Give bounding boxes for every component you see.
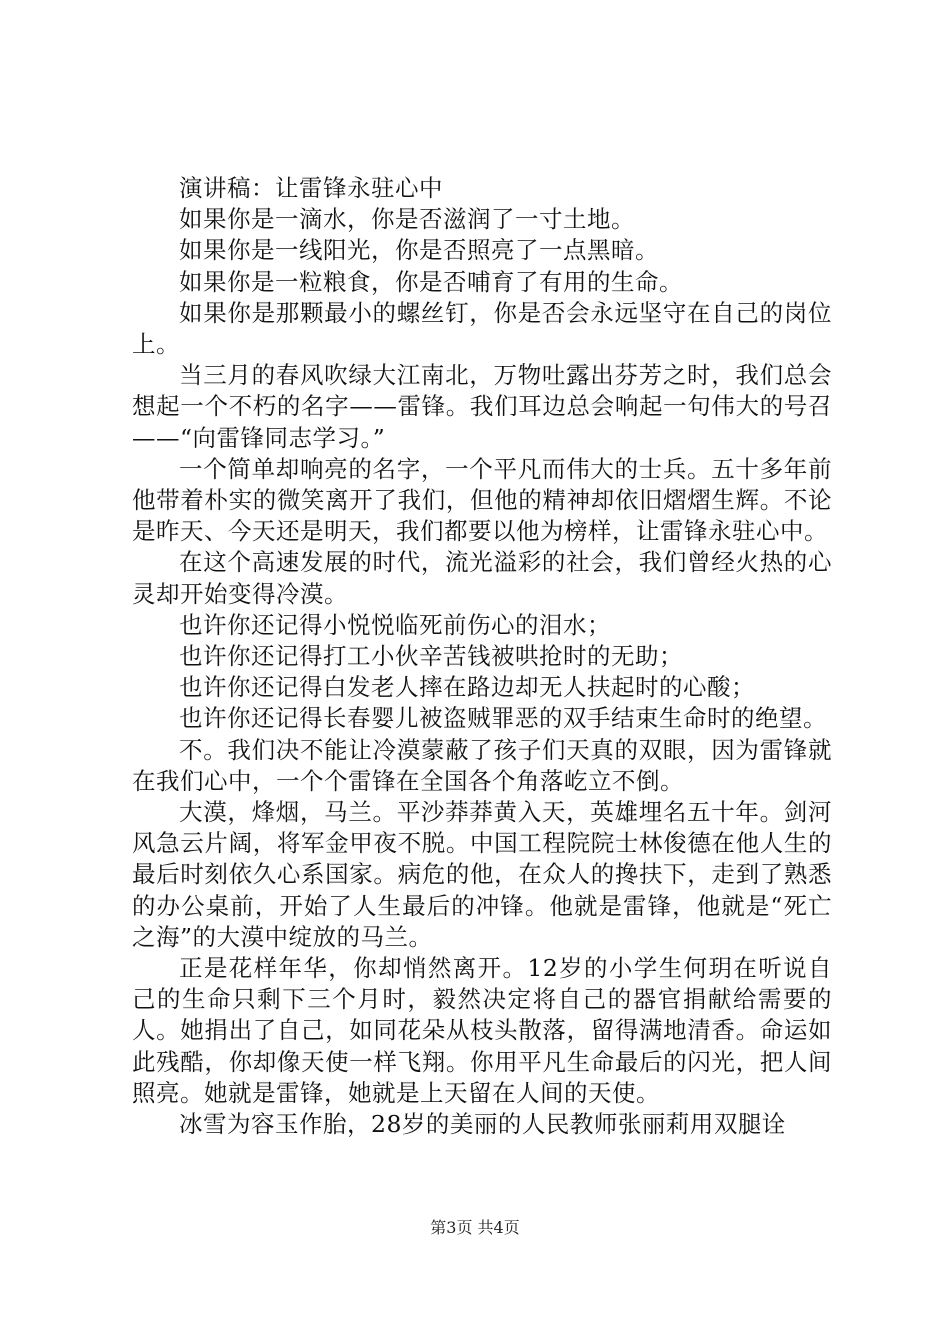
paragraph: 一个简单却响亮的名字，一个平凡而伟大的士兵。五十多年前他带着朴实的微笑离开了我们，但他的精神却依旧熠熠生辉。不论是昨天、今天还是明天，我们都要以他为榜样，让雷锋永驻心中。 <box>132 454 832 546</box>
paragraph: 如果你是一粒粮食，你是否哺育了有用的生命。 <box>179 267 683 296</box>
paragraph: 也许你还记得白发老人摔在路边却无人扶起时的心酸； <box>179 673 755 702</box>
page-number-footer: 第3页 共4页 <box>430 1218 520 1237</box>
speech-body <box>132 173 832 1140</box>
paragraph: 也许你还记得打工小伙辛苦钱被哄抢时的无助； <box>179 642 683 671</box>
paragraph: 在这个高速发展的时代，流光溢彩的社会，我们曾经火热的心灵却开始变得冷漠。 <box>132 548 832 608</box>
paragraph: 大漠，烽烟，马兰。平沙莽莽黄入天，英雄埋名五十年。剑河风急云片阔，将军金甲夜不脱。中国工程院院士林俊德在他人生的最后时刻依久心系国家。病危的他，在众人的搀扶下，走到了熟悉的办公桌前，开始了人生最后的冲锋。他就是雷锋，他就是“死亡之海”的大漠中绽放的马兰。 <box>132 798 832 951</box>
paragraph: 如果你是一滴水，你是否滋润了一寸土地。 <box>179 205 635 234</box>
paragraph: 正是花样年华，你却悄然离开。12岁的小学生何玥在听说自己的生命只剩下三个月时，毅然决定将自己的器官捐献给需要的人。她捐出了自己，如同花朵从枝头散落，留得满地清香。命运如此残酷，你却像天使一样飞翔。你用平凡生命最后的闪光，把人间照亮。她就是雷锋，她就是上天留在人间的天使。 <box>132 954 832 1107</box>
paragraph: 当三月的春风吹绿大江南北，万物吐露出芬芳之时，我们总会想起一个不朽的名字——雷锋。我们耳边总会响起一句伟大的号召——“向雷锋同志学习。” <box>132 361 832 452</box>
paragraph: 也许你还记得小悦悦临死前伤心的泪水； <box>179 610 611 639</box>
paragraph: 不。我们决不能让冷漠蒙蔽了孩子们天真的双眼，因为雷锋就在我们心中，一个个雷锋在全国各个角落屹立不倒。 <box>132 735 832 795</box>
paragraph: 如果你是那颗最小的螺丝钉，你是否会永远坚守在自己的岗位上。 <box>132 298 832 359</box>
speech-title: 演讲稿：让雷锋永驻心中 <box>179 174 443 202</box>
paragraph: 冰雪为容玉作胎，28岁的美丽的人民教师张丽莉用双腿诠 <box>179 1110 786 1139</box>
paragraph: 也许你还记得长春婴儿被盗贼罪恶的双手结束生命时的绝望。 <box>179 704 827 733</box>
paragraph: 如果你是一线阳光，你是否照亮了一点黑暗。 <box>179 236 659 265</box>
